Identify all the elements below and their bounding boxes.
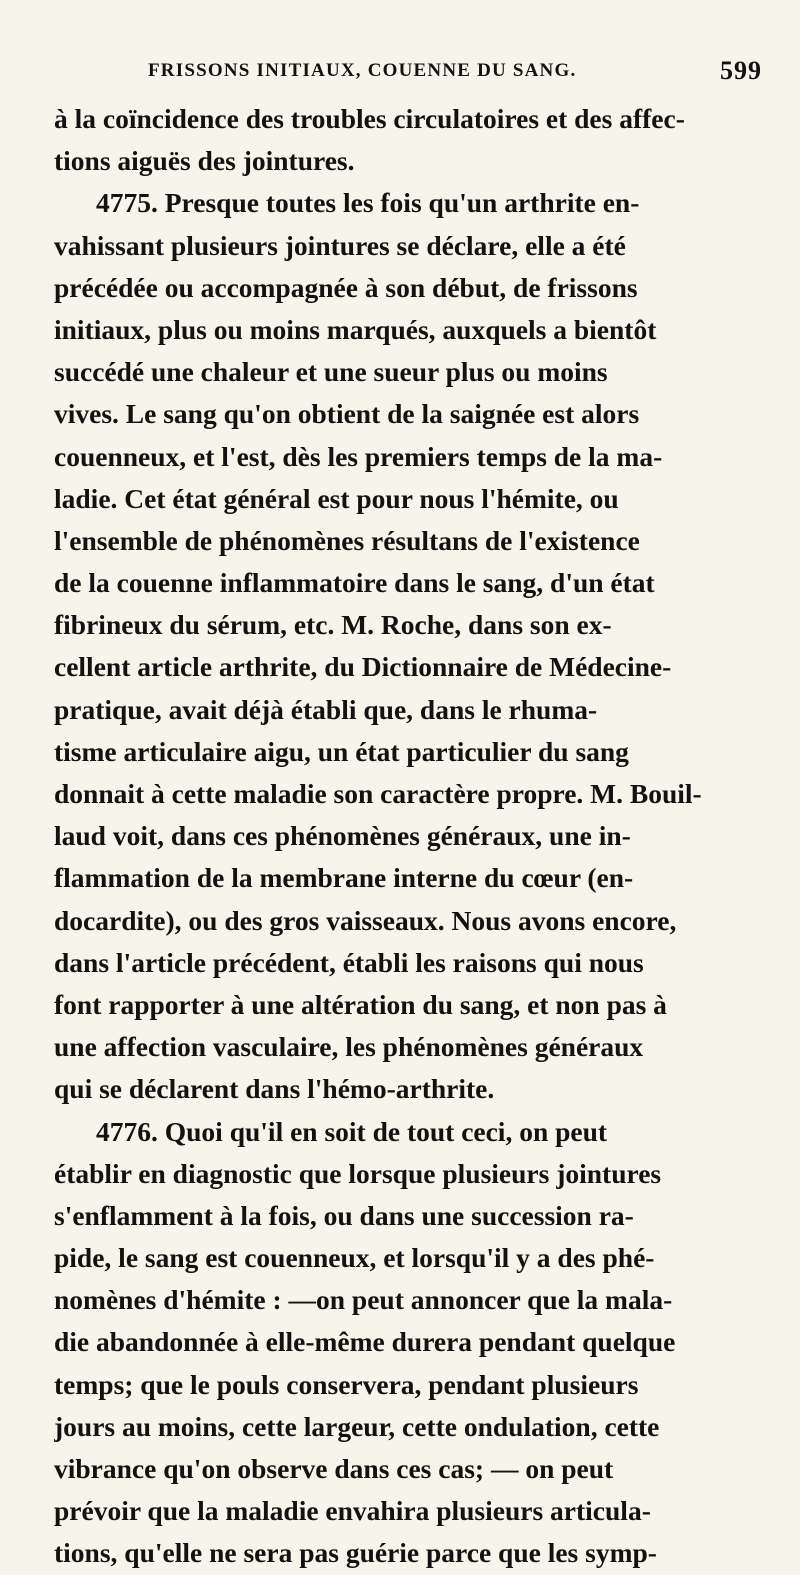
text-line: font rapporter à une altération du sang, et non pas à bbox=[54, 988, 667, 1020]
text-line: temps; que le pouls conservera, pendant plusieurs bbox=[54, 1368, 639, 1400]
text-line: jours au moins, cette largeur, cette ondulation, cette bbox=[54, 1410, 660, 1442]
text-line: flammation de la membrane interne du cœur (en- bbox=[54, 862, 634, 894]
running-title: FRISSONS INITIAUX, COUENNE DU SANG. bbox=[148, 60, 577, 81]
body-text bbox=[54, 98, 766, 1575]
text-line: couenneux, et l'est, dès les premiers temps de la ma- bbox=[54, 440, 663, 472]
text-line: tions, qu'elle ne sera pas guérie parce que les symp- bbox=[54, 1537, 657, 1569]
text-line: prévoir que la maladie envahira plusieurs articula- bbox=[54, 1495, 651, 1527]
text-line: ladie. Cet état général est pour nous l'hémite, ou bbox=[54, 482, 619, 514]
page-number: 599 bbox=[720, 56, 762, 85]
text-line: nomènes d'hémite : —on peut annoncer que la mala- bbox=[54, 1284, 673, 1316]
running-header bbox=[54, 56, 766, 96]
text-line: de la couenne inflammatoire dans le sang, d'un état bbox=[54, 567, 655, 599]
text-line: cellent article arthrite, du Dictionnaire de Médecine- bbox=[54, 651, 672, 683]
text-line: l'ensemble de phénomènes résultans de l'existence bbox=[54, 524, 640, 556]
text-line: vibrance qu'on observe dans ces cas; — on peut bbox=[54, 1453, 614, 1484]
text-line: s'enflamment à la fois, ou dans une succession ra- bbox=[54, 1199, 634, 1231]
text-line: vahissant plusieurs jointures se déclare, elle a été bbox=[54, 229, 626, 261]
text-line: laud voit, dans ces phénomènes généraux, une in- bbox=[54, 820, 631, 852]
text-line: une affection vasculaire, les phénomènes généraux bbox=[54, 1031, 644, 1063]
text-line: initiaux, plus ou moins marqués, auxquels a bientôt bbox=[54, 313, 657, 345]
text-line: die abandonnée à elle-même durera pendant quelque bbox=[54, 1326, 676, 1358]
text-line: établir en diagnostic que lorsque plusieurs jointures bbox=[54, 1157, 662, 1189]
text-line: qui se déclarent dans l'hémo-arthrite. bbox=[54, 1073, 495, 1105]
paragraph-4776-start: 4776. Quoi qu'il en soit de tout ceci, on peut bbox=[96, 1115, 608, 1147]
text-line: pide, le sang est couenneux, et lorsqu'il y a des phé- bbox=[54, 1242, 655, 1274]
text-line: vives. Le sang qu'on obtient de la saignée est alors bbox=[54, 398, 640, 430]
text-line: précédée ou accompagnée à son début, de frissons bbox=[54, 271, 638, 303]
text-line: tions aiguës des jointures. bbox=[54, 145, 355, 177]
text-line: docardite), ou des gros vaisseaux. Nous avons encore, bbox=[54, 904, 677, 936]
text-line: dans l'article précédent, établi les raisons qui nous bbox=[54, 946, 644, 978]
paragraph-4775-start: 4775. Presque toutes les fois qu'un arthrite en- bbox=[96, 187, 640, 219]
text-line: donnait à cette maladie son caractère propre. M. Bouil- bbox=[54, 778, 702, 809]
text-line: tisme articulaire aigu, un état particulier du sang bbox=[54, 735, 629, 767]
text-line: à la coïncidence des troubles circulatoires et des affec- bbox=[54, 103, 685, 134]
text-line: pratique, avait déjà établi que, dans le rhuma- bbox=[54, 693, 598, 725]
text-line: fibrineux du sérum, etc. M. Roche, dans son ex- bbox=[54, 609, 612, 641]
text-line: succédé une chaleur et une sueur plus ou moins bbox=[54, 356, 608, 388]
